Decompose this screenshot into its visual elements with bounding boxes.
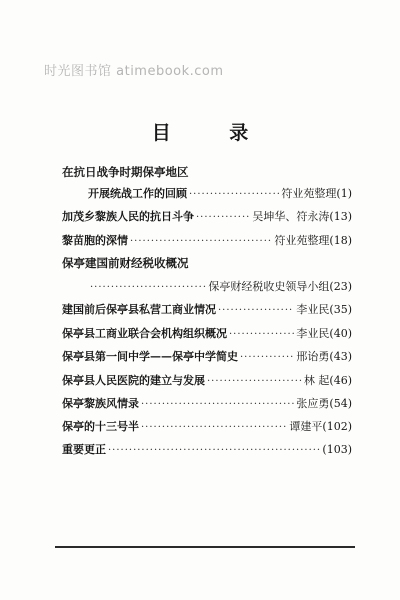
dot-leader	[229, 326, 294, 344]
page-title: 目 录	[151, 122, 275, 144]
toc-entry-page: (23)	[329, 280, 352, 293]
toc-entry-page: (46)	[329, 374, 352, 387]
toc-entry-title: 保亭县工商业联合会机构组织概况	[62, 327, 227, 340]
toc-entry[interactable]	[62, 325, 352, 343]
toc-entry-title: 建国前后保亭县私营工商业情况	[62, 303, 216, 316]
dot-leader	[141, 396, 294, 414]
dot-leader	[207, 373, 302, 391]
toc-entry-author: 张应勇	[296, 397, 330, 410]
toc-entry[interactable]	[62, 348, 352, 366]
watermark: 时光图书馆 atimebook.com	[44, 64, 224, 79]
toc-entry-author: 吴坤华、符永涛	[252, 210, 330, 223]
toc-entry[interactable]	[62, 395, 352, 413]
toc-entry[interactable]	[62, 372, 352, 390]
toc-entry-author: 符业苑整理	[281, 187, 337, 200]
toc-entry-page: (43)	[329, 350, 352, 363]
toc-entry-page: (102)	[322, 420, 352, 433]
toc-entry-author: 林 起	[303, 374, 330, 387]
toc-entry-page: (103)	[322, 443, 352, 456]
toc-entry[interactable]	[88, 278, 352, 296]
dot-leader	[130, 233, 272, 251]
dot-leader	[189, 186, 279, 204]
toc-entry-page: (1)	[336, 187, 352, 200]
toc-entry-page: (54)	[329, 397, 352, 410]
toc-entry-author: 符业苑整理	[274, 234, 330, 247]
toc-entry[interactable]	[88, 185, 352, 203]
toc-section-heading: 在抗日战争时期保亭地区	[62, 165, 189, 179]
dot-leader	[240, 349, 294, 367]
toc-entry-title: 保亭县第一间中学——保亭中学简史	[62, 350, 238, 363]
toc-entry-page: (13)	[329, 210, 352, 223]
dot-leader	[90, 279, 206, 297]
toc-entry-author: 保亭财经税收史领导小组	[208, 280, 330, 293]
dot-leader	[196, 209, 250, 227]
toc-entry-title: 重要更正	[62, 443, 106, 456]
toc-entry-author: 李业民	[296, 303, 330, 316]
toc-entry-title: 开展统战工作的回顾	[88, 187, 187, 200]
toc-entry-page: (35)	[329, 303, 352, 316]
toc-entry[interactable]	[62, 418, 352, 436]
toc-entry-author: 邢诒勇	[296, 350, 330, 363]
toc-entry[interactable]	[62, 301, 352, 319]
dot-leader	[108, 442, 320, 460]
toc-entry-title: 保亭的十三号半	[62, 420, 139, 433]
toc-entry-title: 加茂乡黎族人民的抗日斗争	[62, 210, 194, 223]
toc-entry-page: (18)	[329, 234, 352, 247]
toc-entry[interactable]	[62, 441, 352, 459]
toc-entry-author: 谭建平	[289, 420, 323, 433]
toc-entry-title: 保亭县人民医院的建立与发展	[62, 374, 205, 387]
bottom-rule	[55, 546, 355, 548]
toc-entry-page: (40)	[329, 327, 352, 340]
toc-entry-title: 保亭黎族风情录	[62, 397, 139, 410]
toc-entry[interactable]	[62, 208, 352, 226]
toc-entry-author: 李业民	[296, 327, 330, 340]
toc-entry-title: 黎苗胞的深情	[62, 234, 128, 247]
dot-leader	[218, 302, 294, 320]
toc-entry[interactable]	[62, 232, 352, 250]
dot-leader	[141, 419, 287, 437]
toc-section-heading: 保亭建国前财经税收概况	[62, 256, 189, 270]
